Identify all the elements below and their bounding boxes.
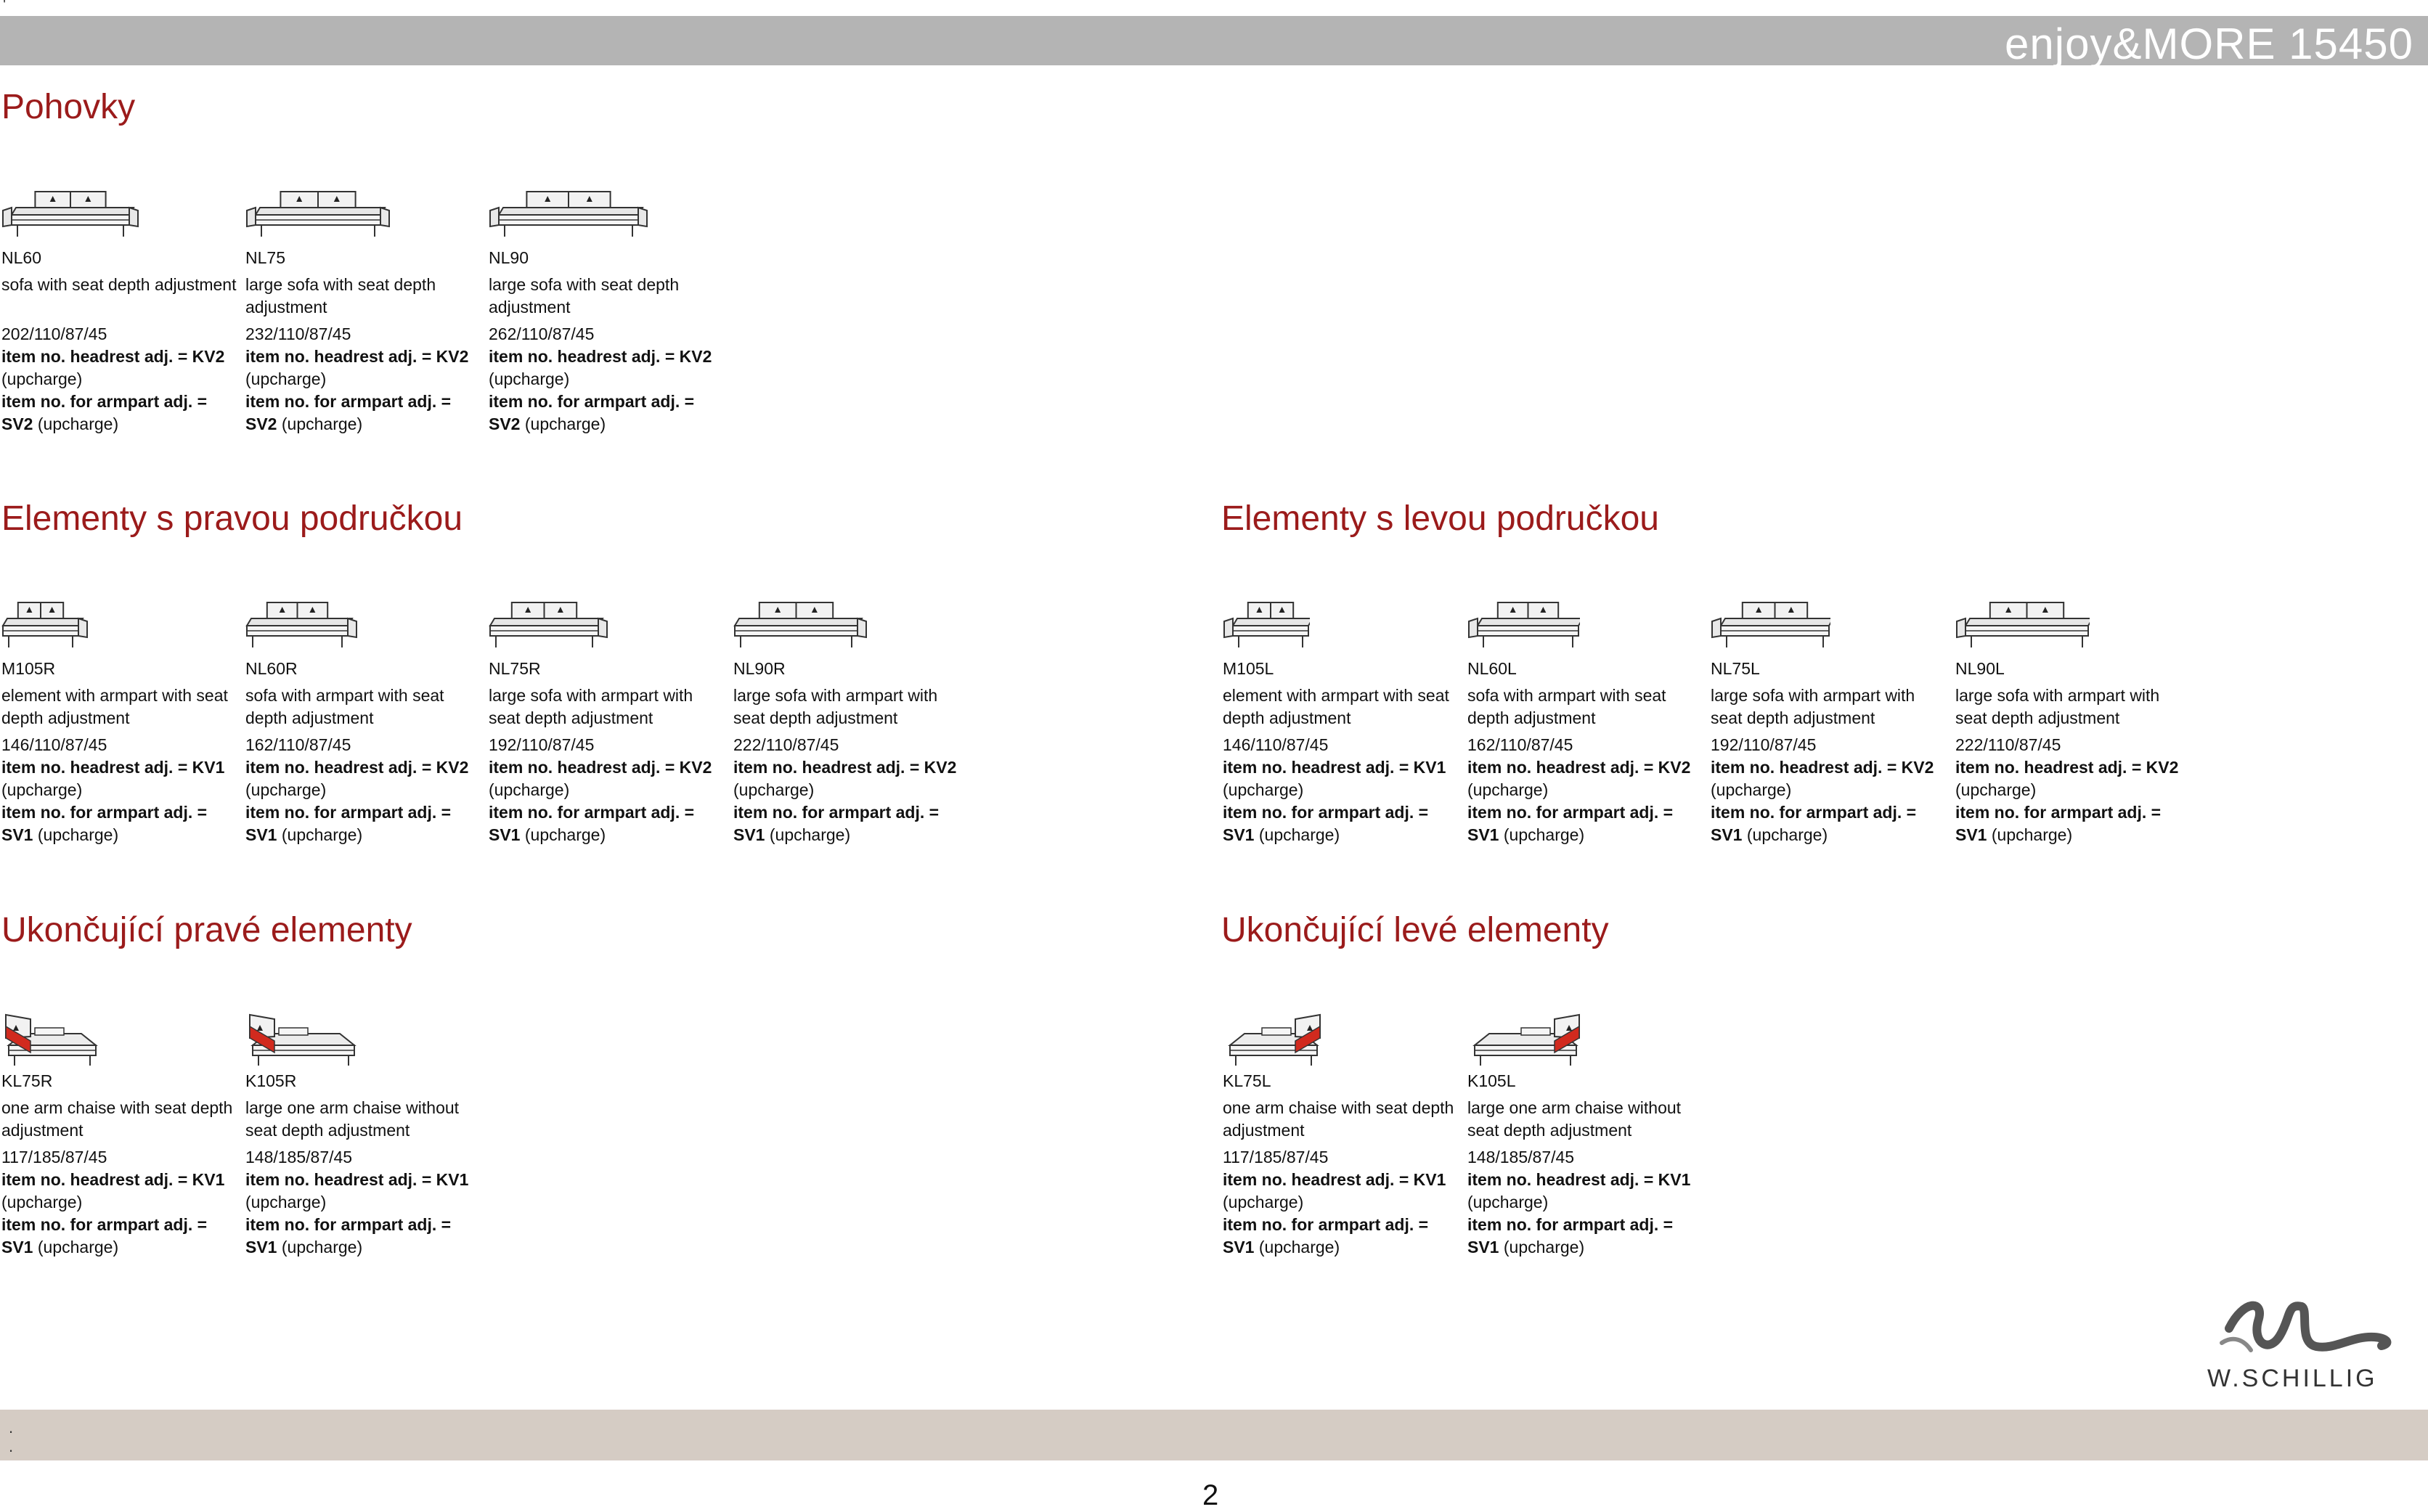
item-dimensions: 117/185/87/45 [1, 1148, 107, 1166]
item-description: element with armpart with seat depth adjustment [1, 686, 228, 727]
sofa-element-icon [1955, 572, 2195, 658]
armpart-spec [1223, 1214, 1462, 1259]
item-dimensions: 222/110/87/45 [733, 735, 839, 754]
headrest-label: item no. headrest adj. = [489, 758, 680, 777]
armpart-note: (upcharge) [1254, 825, 1340, 844]
armpart-note: (upcharge) [520, 825, 606, 844]
armpart-code: SV1 [1467, 1238, 1499, 1256]
armpart-label: item no. for armpart adj. = [1467, 803, 1674, 822]
armpart-label: item no. for armpart adj. = [245, 803, 452, 822]
top-mark: ' [3, 0, 7, 14]
product-item [1711, 572, 1950, 846]
headrest-label: item no. headrest adj. = [245, 347, 436, 366]
armpart-code: SV1 [245, 825, 277, 844]
armpart-code: SV1 [1711, 825, 1743, 844]
headrest-note: (upcharge) [245, 780, 327, 799]
armpart-label: item no. for armpart adj. = [1223, 803, 1429, 822]
headrest-label: item no. headrest adj. = [1223, 1170, 1414, 1189]
item-dimensions: 222/110/87/45 [1955, 735, 2061, 754]
product-item [245, 572, 485, 846]
sofa-element-icon [1467, 572, 1707, 658]
item-description: large sofa with seat depth adjustment [489, 275, 680, 316]
armpart-note: (upcharge) [1987, 825, 2073, 844]
armpart-note: (upcharge) [1742, 825, 1828, 844]
headrest-code: KV1 [1413, 1170, 1446, 1189]
armpart-spec [489, 391, 728, 436]
item-description: large sofa with armpart with seat depth adjustment [489, 686, 693, 727]
headrest-label: item no. headrest adj. = [1, 758, 192, 777]
armpart-label: item no. for armpart adj. = [489, 392, 695, 411]
product-item [1, 161, 241, 436]
headrest-code: KV2 [436, 758, 469, 777]
headrest-spec [1955, 756, 2195, 801]
item-dimensions: 202/110/87/45 [1, 324, 107, 343]
headrest-note: (upcharge) [1955, 780, 2037, 799]
item-code: NL60L [1467, 659, 1517, 678]
armpart-spec [1467, 1214, 1707, 1259]
armpart-spec [1955, 801, 2195, 846]
headrest-code: KV1 [192, 758, 225, 777]
headrest-note: (upcharge) [1223, 780, 1304, 799]
item-code: KL75L [1223, 1071, 1271, 1090]
headrest-code: KV1 [1658, 1170, 1691, 1189]
headrest-code: KV1 [436, 1170, 469, 1189]
armpart-note: (upcharge) [277, 414, 363, 433]
sofa-element-icon [1, 161, 241, 247]
headrest-spec [733, 756, 973, 801]
footer-dot: . [9, 1437, 14, 1455]
header-bar [0, 16, 2428, 68]
armpart-spec [1, 1214, 241, 1259]
headrest-code: KV2 [2146, 758, 2179, 777]
item-description: one arm chaise with seat depth adjustment [1223, 1098, 1454, 1140]
armpart-label: item no. for armpart adj. = [245, 392, 452, 411]
product-item [245, 984, 485, 1259]
headrest-spec [489, 756, 728, 801]
headrest-label: item no. headrest adj. = [1, 1170, 192, 1189]
product-item [489, 572, 728, 846]
armpart-note: (upcharge) [1499, 825, 1585, 844]
item-code: KL75R [1, 1071, 53, 1090]
armpart-note: (upcharge) [277, 825, 363, 844]
armpart-code: SV1 [245, 1238, 277, 1256]
headrest-code: KV2 [436, 347, 469, 366]
headrest-spec [1223, 1169, 1462, 1214]
section-title-left-end-elements: Ukončující levé elementy [1221, 911, 1609, 949]
product-item [1, 984, 241, 1259]
item-code: NL60 [1, 248, 41, 267]
headrest-label: item no. headrest adj. = [733, 758, 924, 777]
sofa-element-icon [1223, 572, 1462, 658]
headrest-note: (upcharge) [489, 369, 570, 388]
headrest-code: KV2 [192, 347, 225, 366]
item-dimensions: 162/110/87/45 [245, 735, 351, 754]
armpart-note: (upcharge) [33, 414, 119, 433]
sofa-element-icon [1711, 572, 1950, 658]
sofa-element-icon [733, 572, 973, 658]
headrest-spec [245, 1169, 485, 1214]
item-dimensions: 146/110/87/45 [1, 735, 107, 754]
headrest-code: KV2 [924, 758, 957, 777]
armpart-code: SV1 [1955, 825, 1987, 844]
sofa-element-icon [1, 984, 241, 1070]
item-code: K105L [1467, 1071, 1516, 1090]
item-description: one arm chaise with seat depth adjustment [1, 1098, 233, 1140]
armpart-label: item no. for armpart adj. = [1223, 1215, 1429, 1234]
item-dimensions: 162/110/87/45 [1467, 735, 1573, 754]
headrest-code: KV1 [1413, 758, 1446, 777]
headrest-label: item no. headrest adj. = [1467, 758, 1658, 777]
headrest-spec [1223, 756, 1462, 801]
headrest-label: item no. headrest adj. = [1955, 758, 2146, 777]
headrest-spec [1467, 756, 1707, 801]
headrest-note: (upcharge) [245, 369, 327, 388]
item-dimensions: 262/110/87/45 [489, 324, 595, 343]
product-item [1223, 984, 1462, 1259]
headrest-label: item no. headrest adj. = [245, 758, 436, 777]
headrest-spec [1711, 756, 1950, 801]
headrest-label: item no. headrest adj. = [245, 1170, 436, 1189]
svg-text:W.SCHILLIG: W.SCHILLIG [2207, 1365, 2378, 1392]
headrest-spec [245, 346, 485, 391]
sofa-element-icon [245, 572, 485, 658]
armpart-label: item no. for armpart adj. = [1467, 1215, 1674, 1234]
armpart-code: SV1 [733, 825, 765, 844]
headrest-note: (upcharge) [1, 369, 83, 388]
item-dimensions: 148/185/87/45 [245, 1148, 353, 1166]
armpart-code: SV2 [489, 414, 521, 433]
armpart-spec [245, 1214, 485, 1259]
headrest-note: (upcharge) [733, 780, 815, 799]
section-title-left-arm-elements: Elementy s levou područkou [1221, 499, 1659, 538]
headrest-note: (upcharge) [1223, 1193, 1304, 1211]
armpart-label: item no. for armpart adj. = [1, 392, 208, 411]
headrest-label: item no. headrest adj. = [489, 347, 680, 366]
item-code: M105L [1223, 659, 1274, 678]
armpart-note: (upcharge) [520, 414, 606, 433]
product-item [1955, 572, 2195, 846]
headrest-code: KV2 [679, 758, 712, 777]
armpart-label: item no. for armpart adj. = [1, 803, 208, 822]
armpart-note: (upcharge) [33, 1238, 119, 1256]
product-item [1, 572, 241, 846]
headrest-code: KV2 [1901, 758, 1934, 777]
headrest-spec [1467, 1169, 1707, 1214]
headrest-label: item no. headrest adj. = [1, 347, 192, 366]
headrest-note: (upcharge) [1467, 780, 1549, 799]
product-item [1223, 572, 1462, 846]
item-code: NL75 [245, 248, 285, 267]
armpart-code: SV2 [245, 414, 277, 433]
headrest-spec [489, 346, 728, 391]
armpart-spec [733, 801, 973, 846]
armpart-spec [1223, 801, 1462, 846]
armpart-note: (upcharge) [1254, 1238, 1340, 1256]
item-dimensions: 232/110/87/45 [245, 324, 351, 343]
item-dimensions: 192/110/87/45 [489, 735, 595, 754]
sofa-element-icon [245, 984, 485, 1070]
armpart-code: SV1 [489, 825, 521, 844]
item-code: NL60R [245, 659, 298, 678]
item-description: large sofa with armpart with seat depth adjustment [1955, 686, 2160, 727]
armpart-spec [245, 391, 485, 436]
armpart-spec [245, 801, 485, 846]
product-item [1467, 572, 1707, 846]
armpart-note: (upcharge) [765, 825, 851, 844]
item-description: large sofa with armpart with seat depth adjustment [1711, 686, 1915, 727]
armpart-code: SV1 [1, 1238, 33, 1256]
product-item [245, 161, 485, 436]
armpart-spec [1, 801, 241, 846]
armpart-label: item no. for armpart adj. = [245, 1215, 452, 1234]
armpart-spec [489, 801, 728, 846]
headrest-note: (upcharge) [245, 1193, 327, 1211]
product-item [1467, 984, 1707, 1259]
section-title-right-end-elements: Ukončující pravé elementy [1, 911, 412, 949]
headrest-spec [1, 346, 241, 391]
headrest-label: item no. headrest adj. = [1223, 758, 1414, 777]
headrest-code: KV1 [192, 1170, 225, 1189]
armpart-code: SV1 [1223, 1238, 1255, 1256]
item-code: NL75R [489, 659, 541, 678]
product-item [733, 572, 973, 846]
section-title-right-arm-elements: Elementy s pravou područkou [1, 499, 463, 538]
headrest-label: item no. headrest adj. = [1467, 1170, 1658, 1189]
armpart-code: SV2 [1, 414, 33, 433]
sofa-element-icon [489, 572, 728, 658]
armpart-label: item no. for armpart adj. = [733, 803, 940, 822]
headrest-note: (upcharge) [1711, 780, 1792, 799]
item-code: NL90 [489, 248, 529, 267]
item-description: sofa with armpart with seat depth adjustment [245, 686, 444, 727]
item-code: M105R [1, 659, 56, 678]
section-title-sofas: Pohovky [1, 88, 136, 126]
armpart-label: item no. for armpart adj. = [1711, 803, 1917, 822]
armpart-note: (upcharge) [1499, 1238, 1585, 1256]
footer-dot: . [9, 1418, 14, 1437]
item-dimensions: 117/185/87/45 [1223, 1148, 1329, 1166]
headrest-spec [245, 756, 485, 801]
armpart-label: item no. for armpart adj. = [489, 803, 695, 822]
sofa-element-icon [489, 161, 728, 247]
item-dimensions: 148/185/87/45 [1467, 1148, 1575, 1166]
sofa-element-icon [1223, 984, 1462, 1070]
footer-bar [0, 1410, 2428, 1460]
headrest-spec [1, 1169, 241, 1214]
item-code: NL90L [1955, 659, 2005, 678]
armpart-label: item no. for armpart adj. = [1, 1215, 208, 1234]
armpart-note: (upcharge) [277, 1238, 363, 1256]
armpart-spec [1467, 801, 1707, 846]
armpart-spec [1711, 801, 1950, 846]
armpart-code: SV1 [1, 825, 33, 844]
headrest-code: KV2 [679, 347, 712, 366]
item-code: NL90R [733, 659, 786, 678]
item-description: large sofa with armpart with seat depth adjustment [733, 686, 938, 727]
w-schillig-logo [2200, 1285, 2411, 1397]
armpart-spec [1, 391, 241, 436]
sofa-element-icon [1467, 984, 1707, 1070]
item-code: K105R [245, 1071, 297, 1090]
headrest-note: (upcharge) [489, 780, 570, 799]
item-description: large one arm chaise without seat depth adjustment [245, 1098, 460, 1140]
product-item [489, 161, 728, 436]
item-dimensions: 192/110/87/45 [1711, 735, 1817, 754]
headrest-note: (upcharge) [1, 780, 83, 799]
page-number: 2 [1202, 1479, 1219, 1511]
armpart-code: SV1 [1467, 825, 1499, 844]
armpart-note: (upcharge) [33, 825, 119, 844]
item-description: large sofa with seat depth adjustment [245, 275, 436, 316]
armpart-code: SV1 [1223, 825, 1255, 844]
item-code: NL75L [1711, 659, 1760, 678]
item-description: sofa with seat depth adjustment [1, 275, 237, 294]
sofa-element-icon [1, 572, 241, 658]
item-dimensions: 146/110/87/45 [1223, 735, 1329, 754]
headrest-note: (upcharge) [1467, 1193, 1549, 1211]
item-description: large one arm chaise without seat depth adjustment [1467, 1098, 1682, 1140]
sofa-element-icon [245, 161, 485, 247]
headrest-label: item no. headrest adj. = [1711, 758, 1902, 777]
item-description: sofa with armpart with seat depth adjustment [1467, 686, 1666, 727]
armpart-label: item no. for armpart adj. = [1955, 803, 2162, 822]
item-description: element with armpart with seat depth adjustment [1223, 686, 1449, 727]
headrest-note: (upcharge) [1, 1193, 83, 1211]
collection-title: enjoy&MORE 15450 [2005, 20, 2413, 68]
headrest-code: KV2 [1658, 758, 1691, 777]
headrest-spec [1, 756, 241, 801]
